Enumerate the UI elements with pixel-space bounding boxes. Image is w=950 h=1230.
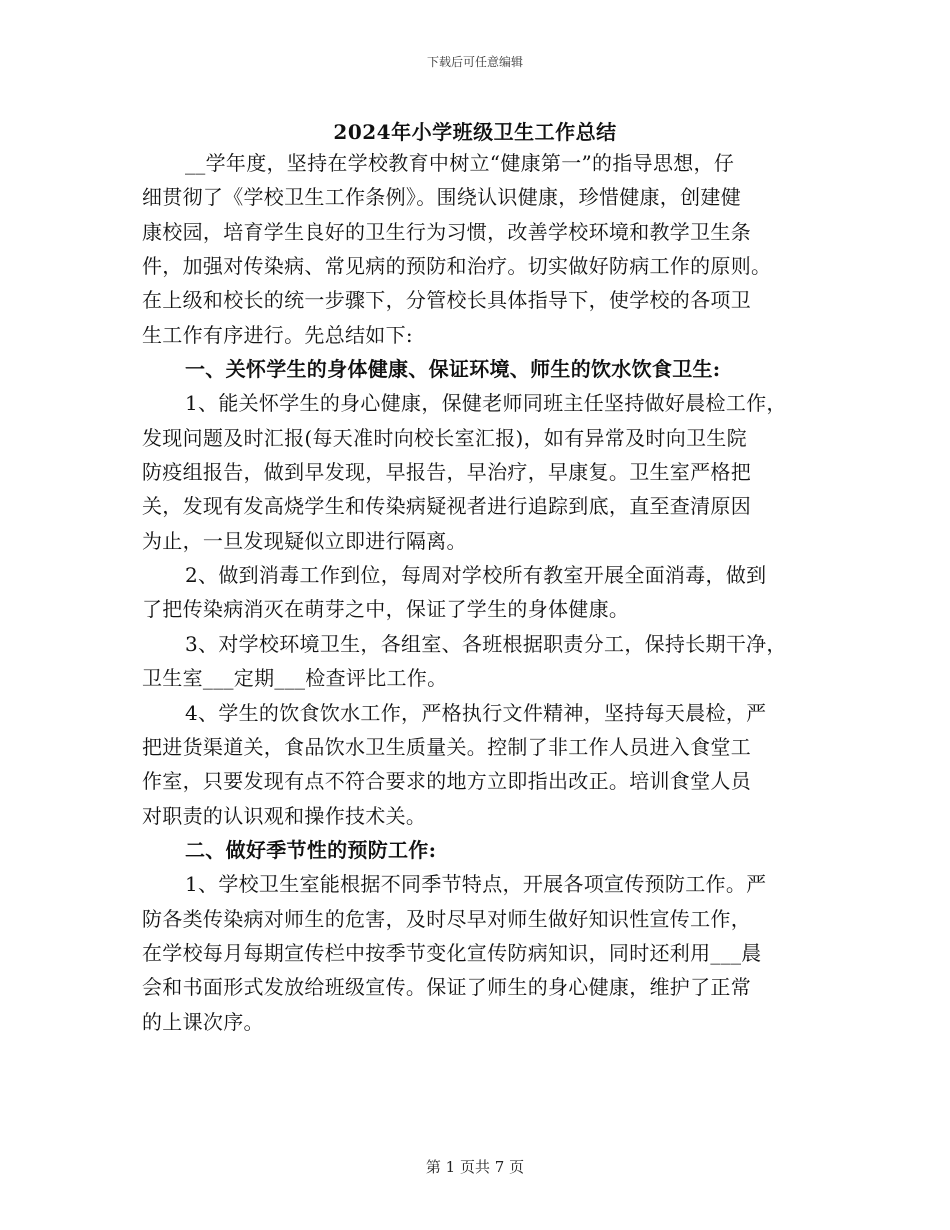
paragraph-line: 为止，一旦发现疑似立即进行隔离。 [142, 528, 467, 553]
header-note: 下载后可任意编辑 [426, 55, 523, 69]
paragraph-line: 1、学校卫生室能根据不同季节特点，开展各项宣传预防工作。严 [185, 872, 767, 897]
paragraph-line: 作室，只要发现有点不符合要求的地方立即指出改正。培训食堂人员 [142, 769, 751, 794]
paragraph-line: 2、做到消毒工作到位，每周对学校所有教室开展全面消毒，做到 [185, 563, 767, 588]
paragraph-line: 1、能关怀学生的身心健康，保健老师同班主任坚持做好晨检工作， [185, 391, 787, 416]
paragraph-line: 3、对学校环境卫生，各组室、各班根据职责分工，保持长期干净， [185, 631, 787, 656]
paragraph-line: 生工作有序进行。先总结如下: [142, 322, 413, 347]
paragraph-line: 防疫组报告，做到早发现，早报告，早治疗，早康复。卫生室严格把 [142, 460, 751, 485]
section-heading: 二、做好季节性的预防工作: [185, 837, 437, 862]
paragraph-line: 对职责的认识观和操作技术关。 [142, 803, 427, 828]
paragraph-line: 康校园，培育学生良好的卫生行为习惯，改善学校环境和教学卫生条 [142, 219, 751, 244]
paragraph-line: 细贯彻了《学校卫生工作条例》。围绕认识健康，珍惜健康，创建健 [142, 185, 741, 210]
paragraph-line: 件，加强对传染病、常见病的预防和治疗。切实做好防病工作的原则。 [142, 254, 772, 279]
paragraph-line: 会和书面形式发放给班级宣传。保证了师生的身心健康，维护了正常 [142, 975, 751, 1000]
paragraph-line: 了把传染病消灭在萌芽之中，保证了学生的身体健康。 [142, 597, 630, 622]
paragraph-line: 发现问题及时汇报(每天准时向校长室汇报)，如有异常及时向卫生院 [142, 425, 747, 450]
paragraph-line: 在学校每月每期宣传栏中按季节变化宣传防病知识，同时还利用___晨 [142, 940, 762, 965]
page-footer: 第 1 页共 7 页 [425, 1158, 525, 1176]
paragraph-line: 防各类传染病对师生的危害，及时尽早对师生做好知识性宣传工作， [142, 906, 751, 931]
document-title: 2024年小学班级卫生工作总结 [333, 120, 617, 144]
paragraph-line: 的上课次序。 [142, 1009, 264, 1034]
paragraph-line: 在上级和校长的统一步骤下，分管校长具体指导下，使学校的各项卫 [142, 288, 751, 313]
paragraph-line: 关，发现有发高烧学生和传染病疑视者进行追踪到底，直至查清原因 [142, 494, 751, 519]
document-body [142, 146, 822, 1039]
paragraph-line: 把进货渠道关，食品饮水卫生质量关。控制了非工作人员进入食堂工 [142, 734, 751, 759]
paragraph-line: 4、学生的饮食饮水工作，严格执行文件精神，坚持每天晨检，严 [185, 700, 767, 725]
section-heading: 一、关怀学生的身体健康、保证环境、师生的饮水饮食卫生: [185, 357, 721, 382]
paragraph-line: 卫生室___定期___检查评比工作。 [142, 666, 448, 691]
paragraph-line: __学年度，坚持在学校教育中树立“健康第一”的指导思想，仔 [185, 151, 735, 175]
